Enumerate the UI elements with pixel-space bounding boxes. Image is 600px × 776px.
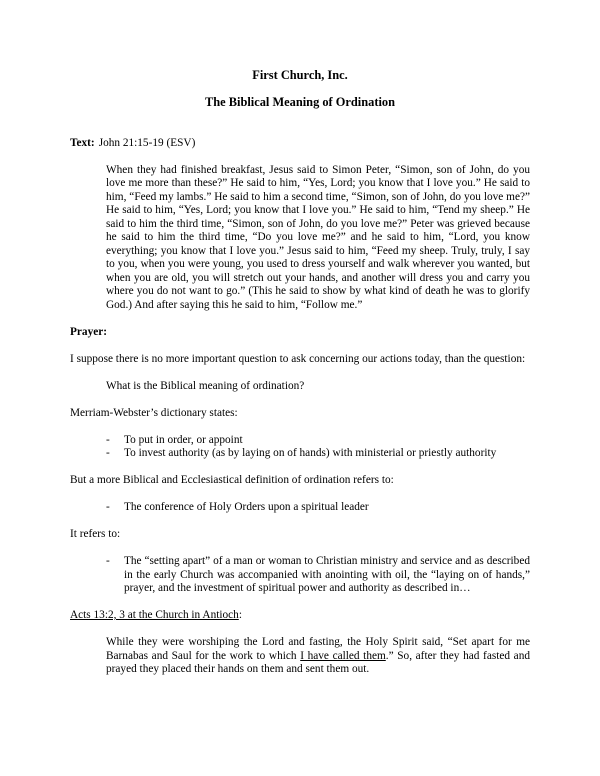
list-item xyxy=(106,447,530,461)
refers-heading: It refers to: xyxy=(70,528,121,540)
list-item-text: To invest authority (as by laying on of hands) with ministerial or priestly authority xyxy=(124,447,497,459)
acts-heading-text: Acts 13:2, 3 at the Church in Antioch xyxy=(70,609,239,621)
list-item-text: To put in order, or appoint xyxy=(124,433,243,446)
scripture-label: Text: xyxy=(70,136,95,149)
acts-heading xyxy=(70,609,530,623)
dictionary-definition-list xyxy=(70,434,530,461)
dash-bullet: - xyxy=(106,433,110,446)
list-item xyxy=(106,434,530,448)
scripture-quote: When they had finished breakfast, Jesus said to Simon Peter, “Simon, son of John, do you love me more than these?” He said to him, “Yes, Lord; you know that I love you.” He said to him, “Feed my lambs.” He said to him a second time, “Simon, son of John, do you love me?” He said to him, “Yes, Lord; you know that I love you.” He said to him, “Tend my sheep.” He said to him the third time, “Simon, son of John, do you love me?” Peter was grieved because he said to him the third time, “Do you love me?” and he said to him, “Lord, you know everything; you know that I love you.” Jesus said to him, “Feed my sheep. Truly, truly, I say to you, when you were young, you used to dress yourself and walk wherever you wanted, but when you are old, you will stretch out your hands, and another will dress you and carry you where you do not want to go.” (This he said to show by what kind of death he was to glorify God.) And after saying this he said to him, “Follow me.” xyxy=(106,163,530,311)
refers-list xyxy=(70,555,530,596)
biblical-definition-list xyxy=(70,501,530,515)
acts-quote-lead: While they were worshiping the Lord and fasting, the Holy Spirit said, “Set apart for me Barnabas and Saul for the work to which xyxy=(106,636,530,662)
dash-bullet: - xyxy=(106,555,110,567)
scripture-reference: John 21:15-19 (ESV) xyxy=(98,136,196,149)
scripture-reference-line xyxy=(70,137,530,151)
list-item xyxy=(106,555,530,596)
prayer-question: What is the Biblical meaning of ordination? xyxy=(106,379,305,392)
prayer-heading: Prayer: xyxy=(70,325,108,338)
acts-quote-tail: .” So, after they had fasted and prayed they placed their hands on them and sent them out. xyxy=(106,649,530,675)
prayer-intro: I suppose there is no more important question to ask concerning our actions today, than the question: xyxy=(70,352,526,365)
biblical-definition-heading: But a more Biblical and Ecclesiastical definition of ordination refers to: xyxy=(70,474,394,486)
list-item-text: The conference of Holy Orders upon a spiritual leader xyxy=(124,501,369,513)
company-name: First Church, Inc. xyxy=(252,68,348,82)
list-item-text: The “setting apart” of a man or woman to Christian ministry and service and as described in the early Church was accompanied with anointing with oil, the “laying on of hands,” prayer, and the investment of spiritual power and authority as described in… xyxy=(124,555,530,594)
document-title: The Biblical Meaning of Ordination xyxy=(204,95,395,109)
dictionary-heading: Merriam-Webster’s dictionary states: xyxy=(70,406,238,419)
acts-quote-underlined: I have called them xyxy=(300,649,386,662)
acts-heading-colon: : xyxy=(238,609,242,621)
acts-quote xyxy=(106,636,530,677)
dash-bullet: - xyxy=(106,501,110,513)
dash-bullet: - xyxy=(106,447,110,459)
list-item xyxy=(106,501,530,515)
